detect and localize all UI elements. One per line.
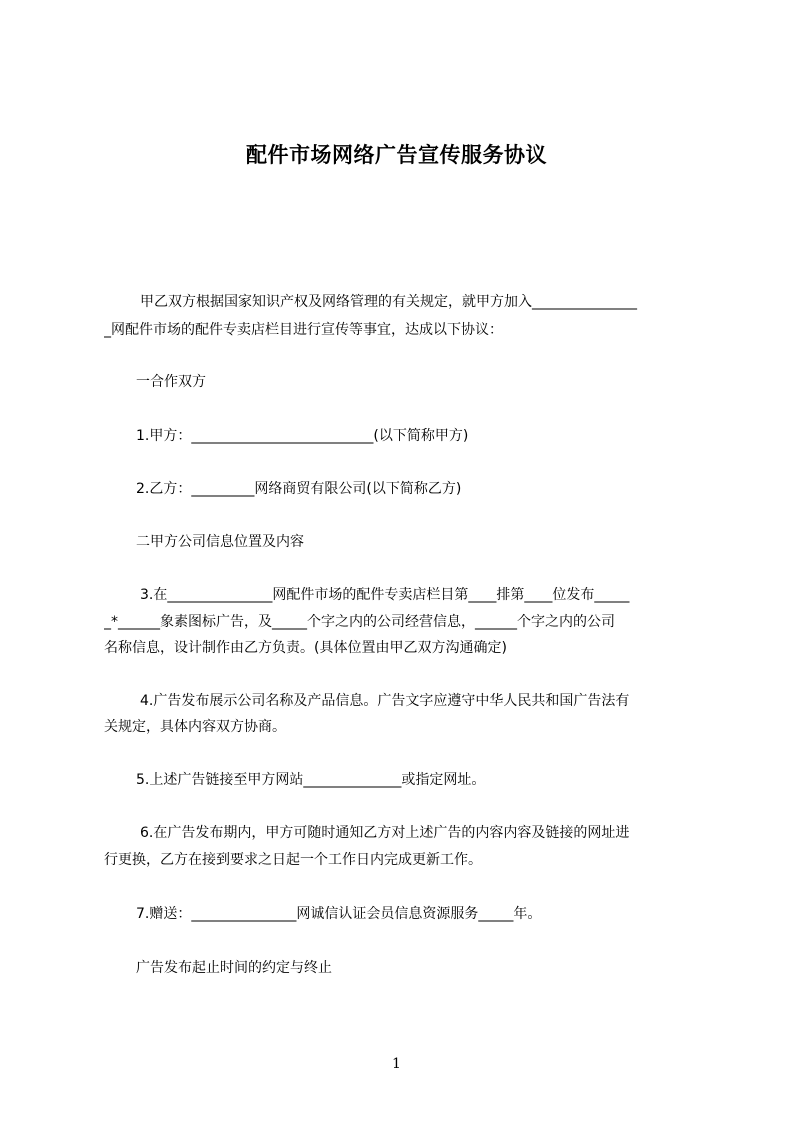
intro-line-1: 甲乙双方根据国家知识产权及网络管理的有关规定，就甲方加入_______________: [140, 294, 637, 310]
document-title: 配件市场网络广告宣传服务协议: [246, 143, 547, 167]
item-6-line-2: 行更换，乙方在接到要求之日起一个工作日内完成更新工作。: [104, 852, 482, 868]
item-4-line-1: 4.广告发布展示公司名称及产品信息。广告文字应遵守中华人民共和国广告法有: [140, 693, 630, 709]
item-4-line-2: 关规定，具体内容双方协商。: [104, 719, 286, 735]
section-heading-info: 二甲方公司信息位置及内容: [136, 534, 304, 550]
party-a-line: 1.甲方：__________________________(以下简称甲方): [136, 428, 469, 444]
page-number: 1: [392, 1056, 401, 1072]
section-heading-period: 广告发布起止时间的约定与终止: [136, 960, 332, 976]
item-6-line-1: 6.在广告发布期内，甲方可随时通知乙方对上述广告的内容内容及链接的网址进: [140, 825, 630, 841]
party-b-line: 2.乙方：_________网络商贸有限公司(以下简称乙方): [136, 481, 462, 497]
section-heading-parties: 一合作双方: [136, 374, 206, 390]
item-3-line-1: 3.在_______________网配件市场的配件专卖店栏目第____排第____位发布_____: [140, 587, 630, 603]
item-7-line: 7.赠送：_______________网诚信认证会员信息资源服务_____年。: [136, 906, 542, 922]
item-3-line-2: _*______象素图标广告，及_____个字之内的公司经营信息，______个字之内的公司: [104, 614, 615, 630]
item-3-line-3: 名称信息，设计制作由乙方负责。(具体位置由甲乙双方沟通确定): [104, 640, 507, 656]
intro-line-2: _网配件市场的配件专卖店栏目进行宣传等事宜，达成以下协议：: [104, 322, 503, 338]
item-5-line: 5.上述广告链接至甲方网站______________或指定网址。: [136, 772, 486, 788]
